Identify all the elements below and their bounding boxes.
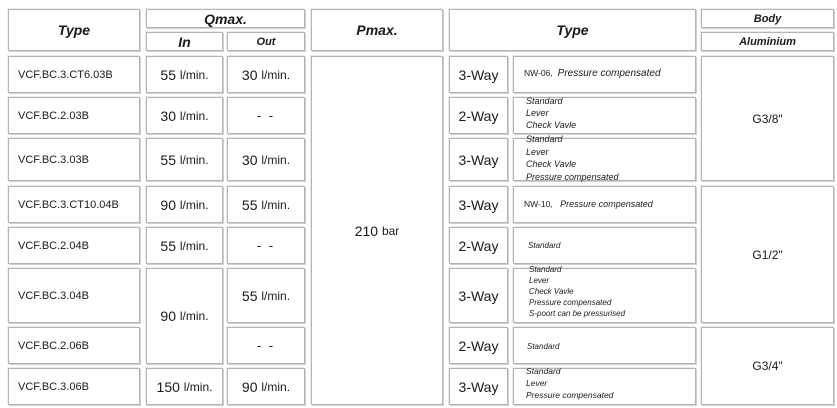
desc-line: Pressure compensated — [526, 390, 614, 400]
flow-in-cell — [146, 138, 223, 181]
way-value: 3-Way — [458, 287, 499, 304]
code-cell — [8, 268, 140, 323]
model-code: VCF.BC.2.06B — [18, 339, 89, 352]
desc-line: Check Vavle — [526, 159, 577, 169]
flow-out-value: 30 — [241, 151, 258, 168]
header-qmax — [146, 9, 305, 28]
way-value: 3-Way — [458, 66, 499, 83]
flow-in-cell — [146, 268, 223, 364]
desc-line: Standard — [526, 96, 563, 106]
desc-line: Check Vavle — [526, 120, 577, 130]
desc-text — [526, 365, 613, 401]
flow-unit: l/min. — [179, 67, 209, 82]
way-cell — [449, 327, 508, 364]
desc-line: Pressure compensated — [560, 199, 653, 209]
flow-out-value: 55 — [241, 287, 258, 304]
header-material-label: Aluminium — [739, 35, 796, 48]
header-out-label: Out — [256, 35, 276, 48]
way-cell — [449, 56, 508, 93]
desc-text — [526, 133, 619, 183]
code-cell — [8, 327, 140, 364]
flow-out-cell — [227, 186, 305, 223]
flow-in-value: 90 — [160, 308, 176, 324]
flow-unit: l/min. — [261, 152, 291, 167]
code-cell — [8, 368, 140, 405]
header-type — [8, 9, 140, 51]
way-value: 2-Way — [458, 237, 499, 254]
flow-out-cell — [227, 227, 305, 264]
model-code: VCF.BC.3.06B — [18, 380, 89, 393]
flow-out-cell — [227, 368, 305, 405]
flow-out-value: 55 — [241, 196, 258, 213]
way-cell — [449, 186, 508, 223]
model-code: VCF.BC.3.CT6.03B — [18, 68, 113, 81]
desc-line: Check Vavle — [529, 287, 574, 296]
flow-in-value: 55 — [160, 237, 176, 254]
model-code: VCF.BC.2.03B — [18, 109, 89, 122]
flow-out-cell — [227, 97, 305, 134]
flow-unit: l/min. — [261, 288, 291, 303]
desc-line: Pressure compensated — [529, 298, 612, 307]
code-cell — [8, 227, 140, 264]
desc-line: S-poort can be pressurised — [529, 309, 626, 318]
way-value: 3-Way — [458, 196, 499, 213]
nominal-width: NW-10, — [524, 199, 553, 209]
way-cell — [449, 268, 508, 323]
desc-line: Standard — [526, 366, 561, 376]
flow-in-cell — [146, 97, 223, 134]
flow-unit: l/min. — [261, 197, 291, 212]
model-code: VCF.BC.2.04B — [18, 239, 89, 252]
desc-line: Pressure compensated — [557, 68, 661, 79]
body-size-cell — [701, 56, 834, 181]
flow-unit: l/min. — [179, 108, 209, 123]
way-cell — [449, 97, 508, 134]
header-out — [227, 32, 305, 51]
desc-text — [524, 198, 653, 211]
flow-in-value: 55 — [160, 66, 176, 83]
flow-unit: l/min. — [261, 67, 291, 82]
model-code: VCF.BC.3.CT10.04B — [18, 198, 119, 211]
flow-out-cell — [227, 268, 305, 323]
flow-in-value: 150 — [156, 378, 180, 395]
flow-out-cell — [227, 327, 305, 364]
flow-in-cell — [146, 227, 223, 264]
flow-unit: l/min. — [179, 152, 209, 167]
flow-in-cell — [146, 186, 223, 223]
header-type2 — [449, 9, 696, 51]
body-size-cell — [701, 186, 834, 323]
desc-line: Lever — [529, 276, 550, 285]
flow-in-cell — [146, 368, 223, 405]
desc-text — [524, 67, 661, 81]
flow-out-none: - - — [256, 338, 276, 353]
flow-unit: l/min. — [179, 309, 209, 323]
desc-text — [529, 264, 625, 319]
desc-line: Lever — [526, 146, 549, 157]
code-cell — [8, 56, 140, 93]
flow-unit: l/min. — [261, 379, 291, 394]
flow-in-value: 90 — [160, 196, 176, 213]
body-size: G3/8" — [752, 111, 783, 126]
header-qmax-label: Qmax. — [204, 10, 247, 27]
code-cell — [8, 97, 140, 134]
desc-line: Standard — [528, 241, 561, 250]
header-body-label: Body — [753, 12, 782, 25]
flow-out-cell — [227, 56, 305, 93]
header-in — [146, 32, 223, 51]
header-type2-label: Type — [556, 22, 589, 38]
header-in-label: In — [178, 33, 191, 50]
flow-unit: l/min. — [179, 238, 209, 253]
header-material — [701, 32, 834, 51]
flow-in-cell — [146, 56, 223, 93]
code-cell — [8, 186, 140, 223]
body-size-cell — [701, 327, 834, 405]
pmax-cell — [311, 56, 443, 405]
way-value: 2-Way — [458, 337, 499, 354]
way-value: 2-Way — [458, 107, 499, 124]
desc-line: Standard — [529, 265, 562, 274]
flow-unit: l/min. — [183, 379, 213, 394]
model-code: VCF.BC.3.03B — [18, 153, 89, 166]
body-size: G3/4" — [752, 359, 783, 373]
desc-line: Standard — [526, 134, 563, 144]
desc-line: Pressure compensated — [526, 171, 619, 182]
header-pmax — [311, 9, 443, 51]
way-value: 3-Way — [458, 378, 499, 395]
pmax-value: 210 — [354, 222, 379, 239]
flow-out-none: - - — [256, 238, 276, 253]
flow-unit: l/min. — [179, 197, 209, 212]
flow-out-cell — [227, 138, 305, 181]
way-cell — [449, 368, 508, 405]
nominal-width: NW-06, — [524, 68, 553, 78]
pmax-unit: bar — [381, 223, 400, 238]
desc-text — [527, 341, 559, 354]
header-type-label: Type — [57, 22, 91, 38]
desc-text — [528, 240, 560, 253]
code-cell — [8, 138, 140, 181]
flow-out-none: - - — [256, 108, 276, 123]
header-pmax-label: Pmax. — [356, 22, 398, 38]
flow-out-value: 90 — [241, 378, 258, 395]
desc-text — [526, 95, 576, 131]
desc-line: Standard — [527, 342, 560, 351]
desc-line: Lever — [526, 108, 549, 118]
way-cell — [449, 227, 508, 264]
header-body — [701, 9, 834, 28]
way-cell — [449, 138, 508, 181]
flow-out-value: 30 — [241, 66, 258, 83]
model-code: VCF.BC.3.04B — [18, 289, 89, 302]
flow-in-value: 30 — [160, 107, 176, 124]
way-value: 3-Way — [458, 151, 499, 168]
body-size: G1/2" — [752, 247, 783, 262]
flow-in-value: 55 — [160, 151, 176, 168]
desc-line: Lever — [526, 378, 548, 388]
